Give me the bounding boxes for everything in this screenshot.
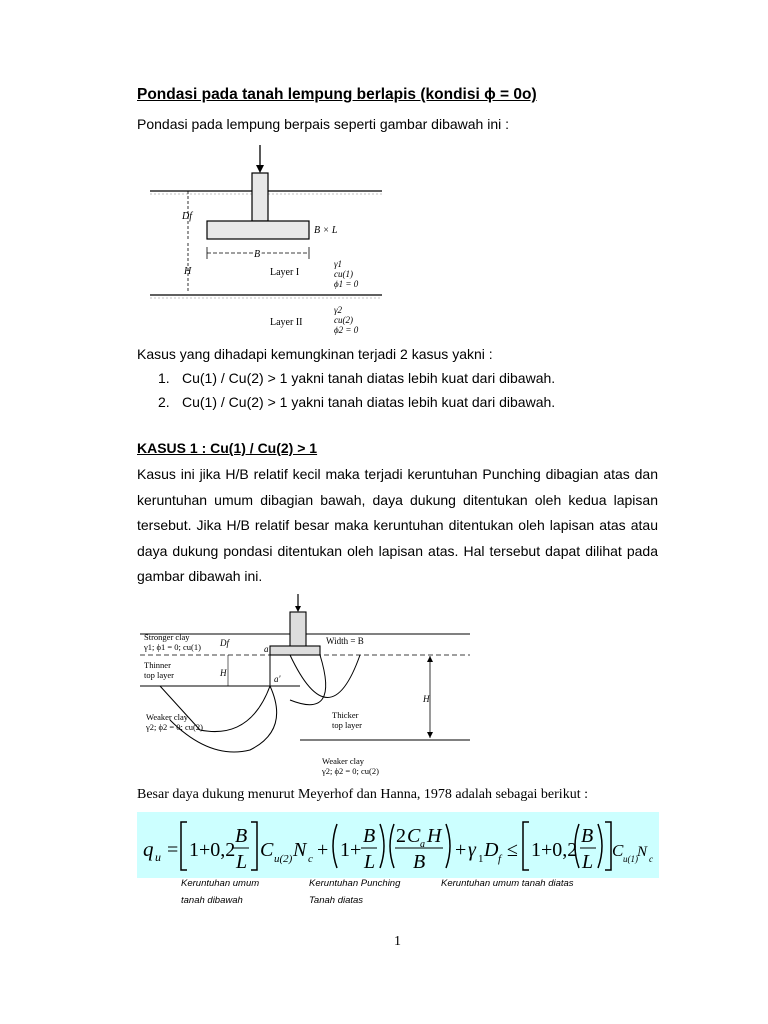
thinner-label-2: top layer [144,670,174,680]
thicker-label-1: Thicker [332,710,359,720]
formula-box [137,812,659,878]
stronger-clay-props: γ1; ϕ1 = 0; cu(1) [144,642,201,652]
svg-text:f: f [498,853,502,865]
h-right-label: H [423,694,430,704]
caption-2-line-2: Tanah diatas [309,895,364,906]
layer2-prop-gamma: γ2 [334,305,343,315]
layer1-prop-cu: cu(1) [334,269,353,279]
paragraph-line: Kasus ini jika H/B relatif kecil maka terjadi keruntuhan Punching dibagian atas dan [137,466,658,482]
svg-text:N: N [293,839,307,861]
width-label: Width = B [326,636,364,646]
layer1-prop-gamma: γ1 [334,259,343,269]
qu-subscript: u [155,850,161,864]
case1-title: KASUS 1 : Cu(1) / Cu(2) > 1 [137,440,318,456]
page-title: Pondasi pada tanah lempung berlapis (kondisi ϕ = 0o) [137,86,537,103]
svg-text:B: B [581,825,594,847]
thinner-label-1: Thinner [144,660,171,670]
layer1-prop-phi: ϕ1 = 0 [334,279,359,289]
svg-text:=: = [167,839,179,861]
caption-3-line-1: Keruntuhan umum tanah diatas [441,878,574,889]
svg-text:N: N [637,844,648,860]
svg-text:u(2): u(2) [274,853,293,865]
svg-text:a: a [420,839,425,850]
h-label: H [184,266,192,277]
svg-text:1+: 1+ [340,839,362,861]
df-label-2: Df [220,638,229,648]
svg-text:L: L [364,851,376,873]
b-label: B [254,249,261,260]
paragraph-line: keruntuhan umum dibagian bawah, daya dukung ditentukan oleh kedua lapisan [137,491,658,508]
svg-text:≤: ≤ [507,839,518,861]
figure-failure-modes [140,590,470,780]
svg-text:H: H [427,825,442,847]
point-a-prime-label: a' [274,674,281,684]
caption-2-line-1: Keruntuhan Punching [309,878,401,889]
weaker-clay-label: Weaker clay [146,712,189,722]
thicker-label-2: top layer [332,720,362,730]
formula-intro: Besar daya dukung menurut Meyerhof dan Hanna, 1978 adalah sebagai berikut : [137,787,588,802]
svg-text:1: 1 [478,853,484,865]
point-a-label: a [264,644,269,654]
page-number: 1 [394,934,401,949]
weaker-clay-props-2: γ2; ϕ2 = 0; cu(2) [322,766,379,776]
list-item: 2. Cu(1) / Cu(2) > 1 yakni tanah diatas lebih kuat dari dibawah. [158,394,556,410]
cases-intro: Kasus yang dihadapi kemungkinan terjadi 2 kasus yakni : [137,346,493,362]
weaker-clay-label-2: Weaker clay [322,756,365,766]
caption-1-line-1: Keruntuhan umum [181,878,260,889]
svg-text:B: B [363,825,376,847]
list-item: 1. Cu(1) / Cu(2) > 1 yakni tanah diatas lebih kuat dari dibawah. [158,370,556,386]
layer2-label: Layer II [270,317,303,328]
layer2-prop-phi: ϕ2 = 0 [334,325,359,335]
case1-paragraph [137,462,658,590]
figure-layered-foundation [150,143,382,335]
svg-text:C: C [612,841,624,860]
svg-text:c: c [308,853,313,865]
stronger-clay-label: Stronger clay [144,632,190,642]
h-left-label: H [220,668,227,678]
svg-text:u(1): u(1) [623,854,638,864]
paragraph-line: gambar dibawah ini. [137,568,263,584]
caption-1-line-2: tanah dibawah [181,895,243,906]
svg-text:1+0,2: 1+0,2 [531,839,578,861]
layer1-label: Layer I [270,267,300,278]
df-label: Df [182,211,192,222]
meyerhof-hanna-formula [137,812,659,878]
svg-text:C: C [407,825,421,847]
paragraph-line: tersebut. Jika H/B relatif besar maka keruntuhan ditentukan oleh lapisan atas atau [137,517,658,533]
paragraph-line: daya dukung pondasi ditentukan oleh lapisan atas. Hal tersebut dapat dilihat pada [137,542,658,559]
svg-text:D: D [484,839,499,861]
svg-text:2: 2 [396,825,406,847]
intro-text: Pondasi pada lempung berpais seperti gambar dibawah ini : [137,116,510,132]
svg-text:B: B [235,825,248,847]
svg-text:+: + [317,839,329,861]
svg-text:C: C [260,839,274,861]
weaker-clay-props: γ2; ϕ2 = 0; cu(2) [146,722,203,732]
layer2-prop-cu: cu(2) [334,315,353,325]
svg-text:L: L [582,851,594,873]
bxl-label: B × L [314,225,338,236]
svg-text:1+0,2: 1+0,2 [189,839,236,861]
cases-list [158,366,555,414]
svg-text:+: + [455,839,467,861]
svg-text:L: L [236,851,248,873]
qu-symbol: q [143,837,154,861]
svg-text:γ: γ [468,839,476,861]
svg-text:c: c [649,854,653,864]
svg-text:B: B [413,851,426,873]
